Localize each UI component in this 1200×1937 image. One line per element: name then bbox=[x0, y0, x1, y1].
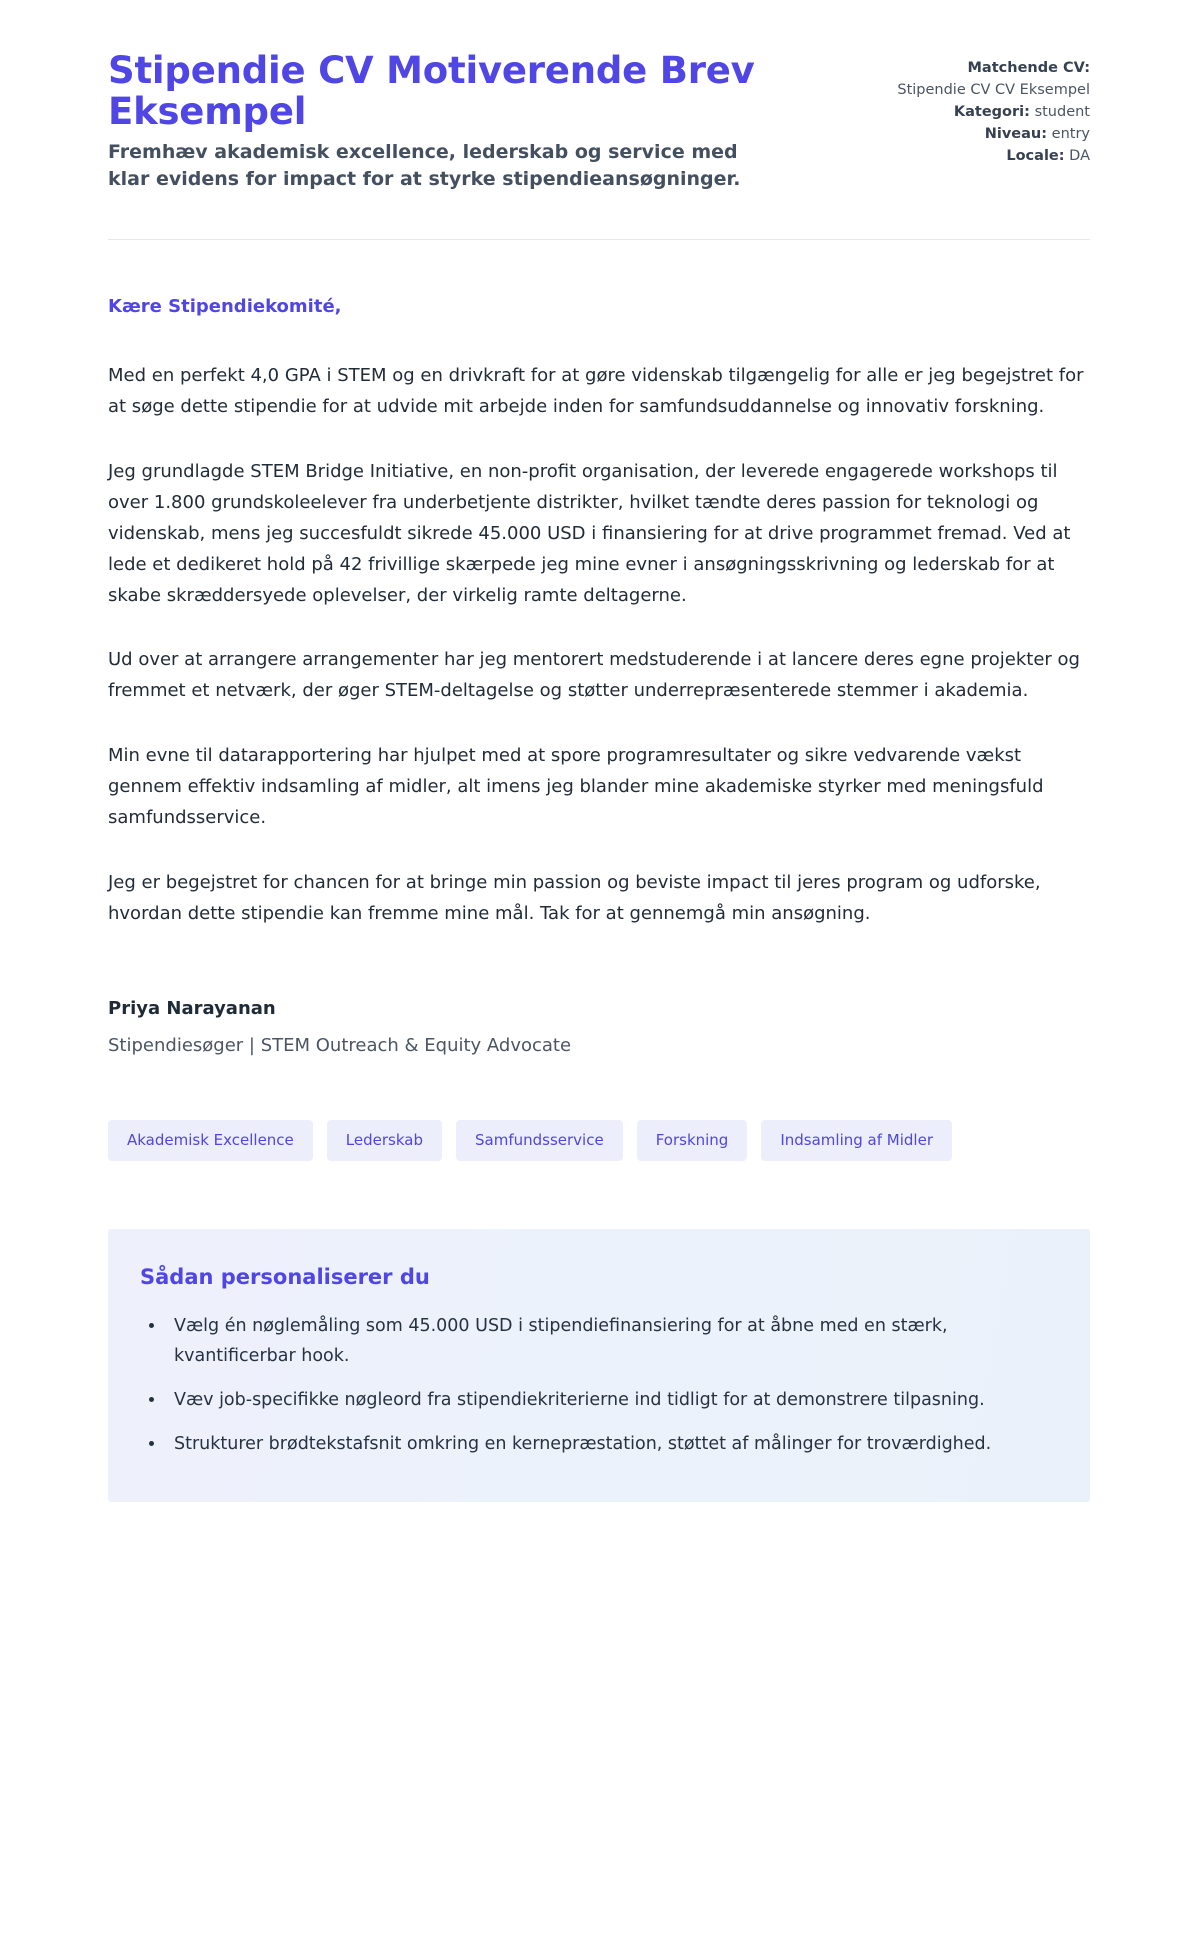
cover-letter-body bbox=[108, 240, 1090, 930]
meta-label-matching-cv: Matchende CV: bbox=[967, 60, 1090, 76]
meta-label-level: Niveau: bbox=[984, 126, 1048, 143]
letter-paragraph: Min evne til datarapportering har hjulpet med at spore programresultater og sikre vedvarende vækst gennem effektiv indsamling af midler, alt imens jeg blander mine akademiske styrker med meningsfuld samfundsservice. bbox=[108, 745, 1044, 829]
meta-label-locale: Locale: bbox=[1006, 148, 1065, 165]
tips-list-item: • Væv job-specifikke nøgleord fra stipendiekriterierne ind tidligt for at demonstrere tilpasning. bbox=[166, 1385, 1050, 1415]
header-metadata bbox=[890, 50, 1090, 168]
letter-paragraph: Med en perfekt 4,0 GPA i STEM og en drivkraft for at gøre videnskab tilgængelig for alle er jeg begejstret for at søge dette stipendie for at udvide mit arbejde inden for samfundsuddannelse og innovativ forskning. bbox=[108, 364, 1084, 417]
letter-salutation: Kære Stipendiekomité, bbox=[108, 295, 342, 317]
tag-chip[interactable]: Samfundsservice bbox=[456, 1120, 623, 1161]
meta-value-locale: DA bbox=[1069, 148, 1090, 165]
meta-row-category bbox=[890, 102, 1090, 123]
meta-label-category: Kategori: bbox=[953, 104, 1030, 121]
tips-list-item: • Vælg én nøglemåling som 45.000 USD i stipendiefinansiering for at åbne med en stærk, kvantificerbar hook. bbox=[166, 1311, 1050, 1371]
document-header bbox=[108, 0, 1090, 193]
signature-name: Priya Narayanan bbox=[108, 998, 276, 1020]
tag-list bbox=[108, 1056, 1090, 1161]
meta-value-level: entry bbox=[1051, 126, 1090, 143]
letter-paragraph: Jeg grundlagde STEM Bridge Initiative, en non-profit organisation, der leverede engagerede workshops til over 1.800 grundskoleelever fra underbetjente distrikter, hvilket tændte deres passion for teknologi og videnskab, mens jeg succesfuldt sikrede 45.000 USD i finansiering for at drive programmet fremad. Ved at lede et dedikeret hold på 42 frivillige skærpede jeg mine evner i ansøgningsskrivning og lederskab for at skabe skræddersyede oplevelser, der virkelig ramte deltagerne. bbox=[108, 460, 1071, 606]
personalization-tips-panel bbox=[108, 1229, 1090, 1501]
meta-row-locale bbox=[890, 146, 1090, 167]
meta-value-matching-cv-row bbox=[890, 80, 1090, 101]
letter-paragraph: Jeg er begejstret for chancen for at bringe min passion og beviste impact til jeres program og udforske, hvordan dette stipendie kan fremme mine mål. Tak for at gennemgå min ansøgning. bbox=[108, 872, 1041, 925]
header-title-block bbox=[108, 50, 808, 193]
signature-role: Stipendiesøger | STEM Outreach & Equity Advocate bbox=[108, 1035, 572, 1057]
tips-list bbox=[140, 1311, 1050, 1459]
tag-chip[interactable]: Indsamling af Midler bbox=[761, 1120, 952, 1161]
tag-chip[interactable]: Lederskab bbox=[327, 1120, 442, 1161]
meta-row-level bbox=[890, 124, 1090, 145]
meta-value-category: student bbox=[1034, 104, 1090, 121]
tag-chip[interactable]: Akademisk Excellence bbox=[108, 1120, 313, 1161]
signature-block bbox=[108, 964, 1090, 1056]
page-subtitle: Fremhæv akademisk excellence, lederskab og service med klar evidens for impact for at styrke stipendieansøgninger. bbox=[108, 140, 741, 190]
meta-value-matching-cv: Stipendie CV CV Eksempel bbox=[897, 82, 1090, 99]
tag-chip[interactable]: Forskning bbox=[637, 1120, 748, 1161]
tips-list-item: • Strukturer brødtekstafsnit omkring en kernepræstation, støttet af målinger for troværdighed. bbox=[166, 1429, 1050, 1459]
meta-row-matching-cv bbox=[890, 58, 1090, 79]
tips-panel-title: Sådan personaliserer du bbox=[140, 1265, 430, 1290]
letter-paragraph: Ud over at arrangere arrangementer har jeg mentorert medstuderende i at lancere deres egne projekter og fremmet et netværk, der øger STEM-deltagelse og støtter underrepræsenterede stemmer i akademia. bbox=[108, 649, 1080, 702]
page-title: Stipendie CV Motiverende Brev Eksempel bbox=[108, 49, 755, 134]
